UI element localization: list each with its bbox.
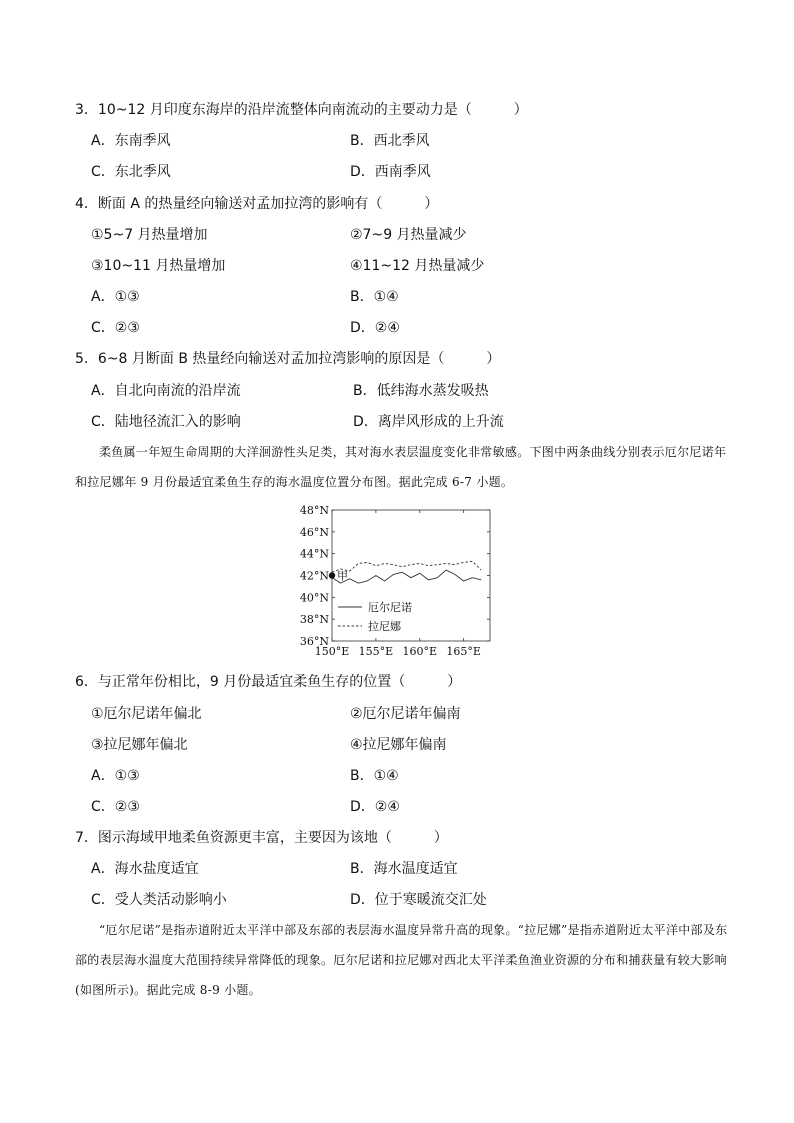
q4-option-a[interactable]: A．①③ [91, 289, 140, 305]
y-tick-label: 44°N [299, 547, 329, 561]
series-line-la-nina [332, 561, 481, 572]
y-tick-label: 46°N [299, 525, 329, 539]
q3-option-a[interactable]: A．东南季风 [91, 133, 171, 149]
legend-label: 厄尔尼诺 [368, 601, 412, 614]
q6-option-c[interactable]: C．②③ [91, 799, 140, 815]
q3-stem: 3．10~12 月印度东海岸的沿岸流整体向南流动的主要动力是（ ） [75, 102, 528, 118]
q7-option-b[interactable]: B．海水温度适宜 [350, 861, 458, 877]
q7-stem: 7．图示海域甲地柔鱼资源更丰富，主要因为该地（ ） [75, 830, 448, 846]
x-tick-label: 165°E [446, 645, 481, 658]
x-tick-label: 160°E [402, 645, 438, 658]
x-tick-label: 150°E [314, 645, 350, 658]
q6-option-d[interactable]: D．②④ [350, 799, 400, 815]
q4-statement-1: ①5~7 月热量增加 [91, 227, 208, 243]
q7-option-a[interactable]: A．海水盐度适宜 [91, 861, 199, 877]
q4-statement-2: ②7~9 月热量减少 [350, 227, 467, 243]
q6-option-a[interactable]: A．①③ [91, 768, 140, 784]
q4-statement-3: ③10~11 月热量增加 [91, 258, 226, 274]
q4-stem: 4．断面 A 的热量经向输送对孟加拉湾的影响有（ ） [75, 196, 439, 212]
q5-option-b[interactable]: B．低纬海水蒸发吸热 [353, 383, 489, 399]
q4-option-c[interactable]: C．②③ [91, 320, 140, 336]
y-tick-label: 42°N [299, 569, 329, 583]
y-tick-label: 48°N [299, 504, 329, 517]
q3-option-d[interactable]: D．西南季风 [350, 164, 431, 180]
series-line-el-nino [332, 570, 481, 583]
q6-stem: 6．与正常年份相比，9 月份最适宜柔鱼生存的位置（ ） [75, 674, 462, 690]
point-jia-label: 甲 [337, 569, 348, 583]
q4-option-b[interactable]: B．①④ [350, 289, 399, 305]
passage-8-9 [75, 915, 735, 1005]
q6-statement-3: ③拉尼娜年偏北 [91, 737, 188, 753]
y-tick-label: 40°N [299, 591, 329, 605]
q7-option-d[interactable]: D．位于寒暖流交汇处 [350, 892, 487, 908]
q3-option-c[interactable]: C．东北季风 [91, 164, 171, 180]
q7-option-c[interactable]: C．受人类活动影响小 [91, 892, 227, 908]
passage-8-9-text: “厄尔尼诺”是指赤道附近太平洋中部及东部的表层海水温度异常升高的现象。“拉尼娜”是指赤道附近太平洋中部及东部的表层海水温度大范围持续异常降低的现象。厄尔尼诺和拉尼娜对西北太平洋柔鱼渔业资源的分布和捕获量有较大影响(如图所示)。据此完成 8-9 小题。 [75, 923, 728, 997]
passage-6-7 [75, 437, 735, 497]
q5-option-c[interactable]: C．陆地径流汇入的影响 [91, 414, 241, 430]
q6-option-b[interactable]: B．①④ [350, 768, 399, 784]
q4-statement-4: ④11~12 月热量减少 [350, 258, 485, 274]
x-tick-label: 155°E [358, 645, 394, 658]
y-tick-label: 38°N [299, 613, 329, 627]
q4-option-d[interactable]: D．②④ [350, 320, 400, 336]
passage-6-7-text: 柔鱼属一年短生命周期的大洋洄游性头足类，其对海水表层温度变化非常敏感。下图中两条曲线分别表示厄尔尼诺年和拉尼娜年 9 月份最适宜柔鱼生存的海水温度位置分布图。据此完成 6-7 小题。 [75, 445, 727, 489]
q6-statement-1: ①厄尔尼诺年偏北 [91, 706, 202, 722]
y-tick-label: 36°N [299, 635, 329, 648]
plot-frame [332, 510, 490, 641]
point-jia-marker [329, 572, 335, 578]
q6-statement-2: ②厄尔尼诺年偏南 [350, 706, 461, 722]
squid-habitat-chart [290, 500, 505, 662]
q6-statement-4: ④拉尼娜年偏南 [350, 737, 447, 753]
q3-option-b[interactable]: B．西北季风 [350, 133, 430, 149]
legend-label: 拉尼娜 [368, 620, 401, 633]
q5-stem: 5．6~8 月断面 B 热量经向输送对孟加拉湾影响的原因是（ ） [75, 351, 501, 367]
q5-option-a[interactable]: A．自北向南流的沿岸流 [91, 383, 241, 399]
q5-option-d[interactable]: D．离岸风形成的上升流 [353, 414, 504, 430]
